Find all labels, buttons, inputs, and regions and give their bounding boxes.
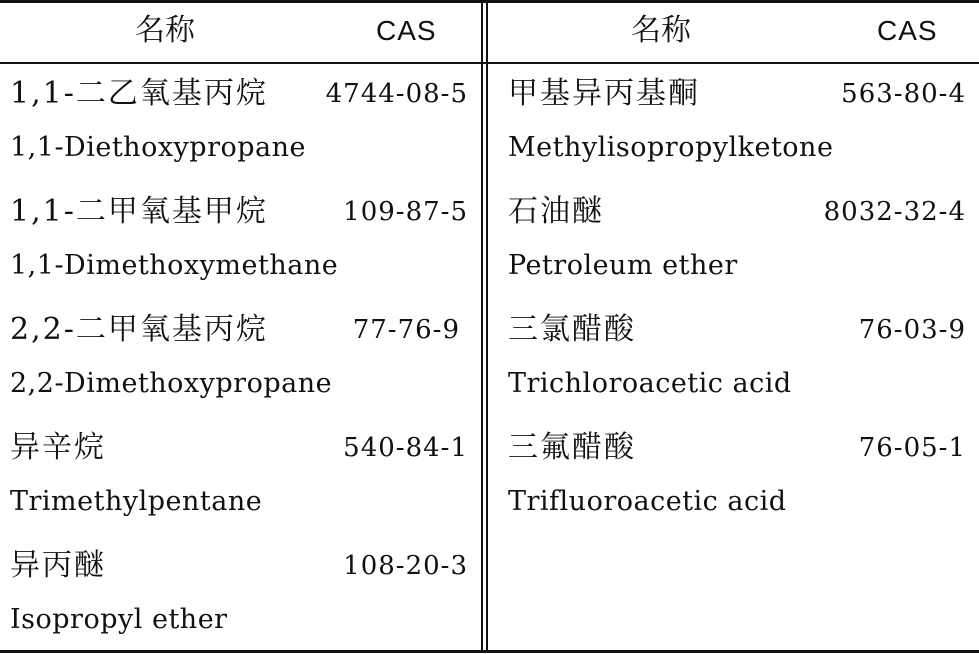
cas-number: 77-76-9 — [352, 315, 460, 345]
chemical-name-en: Trifluoroacetic acid — [508, 486, 787, 517]
chemical-name-en: 1,1-Dimethoxymethane — [10, 250, 339, 281]
cas-number: 76-03-9 — [858, 315, 966, 345]
chemical-name-cn: 甲基异丙基酮 — [508, 76, 700, 111]
chemical-name-en: Trimethylpentane — [10, 486, 263, 517]
chemical-name-en: Trichloroacetic acid — [508, 368, 792, 399]
chemical-name-cn: 石油醚 — [508, 194, 604, 229]
cas-number: 109-87-5 — [343, 197, 468, 227]
chemical-name-cn: 异辛烷 — [10, 430, 106, 465]
table-row — [508, 182, 978, 300]
table-row — [508, 64, 978, 182]
chemical-name-cn: 三氯醋酸 — [508, 312, 636, 347]
header-name-right: 名称 — [631, 13, 691, 48]
table-row — [508, 418, 978, 536]
left-table-half — [10, 64, 480, 654]
header-cas-left: CAS — [376, 15, 437, 46]
column-divider-right — [486, 0, 488, 653]
table-row — [10, 64, 480, 182]
chemical-name-en: Methylisopropylketone — [508, 132, 834, 163]
cas-number: 563-80-4 — [841, 79, 966, 109]
chemical-name-cn: 三氟醋酸 — [508, 430, 636, 465]
cas-number: 8032-32-4 — [823, 197, 966, 227]
chemical-name-en: Petroleum ether — [508, 250, 738, 281]
cas-number: 76-05-1 — [858, 433, 966, 463]
chemical-name-cn: 2,2-二甲氧基丙烷 — [10, 312, 268, 347]
header-name-left: 名称 — [135, 13, 195, 48]
header-cas-right: CAS — [877, 15, 938, 46]
cas-number: 108-20-3 — [343, 551, 468, 581]
table-top-rule — [0, 0, 979, 3]
chemical-name-cn: 1,1-二乙氧基丙烷 — [10, 76, 268, 111]
chemical-name-cn: 1,1-二甲氧基甲烷 — [10, 194, 268, 229]
table-row — [10, 300, 480, 418]
table-row — [10, 418, 480, 536]
table-row — [10, 536, 480, 654]
chemical-name-en: 1,1-Diethoxypropane — [10, 132, 306, 163]
cas-number: 4744-08-5 — [325, 79, 468, 109]
table-row — [10, 182, 480, 300]
table-row — [508, 300, 978, 418]
right-table-half — [508, 64, 978, 536]
column-divider-left — [481, 0, 483, 653]
cas-number: 540-84-1 — [343, 433, 468, 463]
chemical-name-en: Isopropyl ether — [10, 604, 228, 635]
chemical-name-cn: 异丙醚 — [10, 548, 106, 583]
chemical-name-en: 2,2-Dimethoxypropane — [10, 368, 333, 399]
